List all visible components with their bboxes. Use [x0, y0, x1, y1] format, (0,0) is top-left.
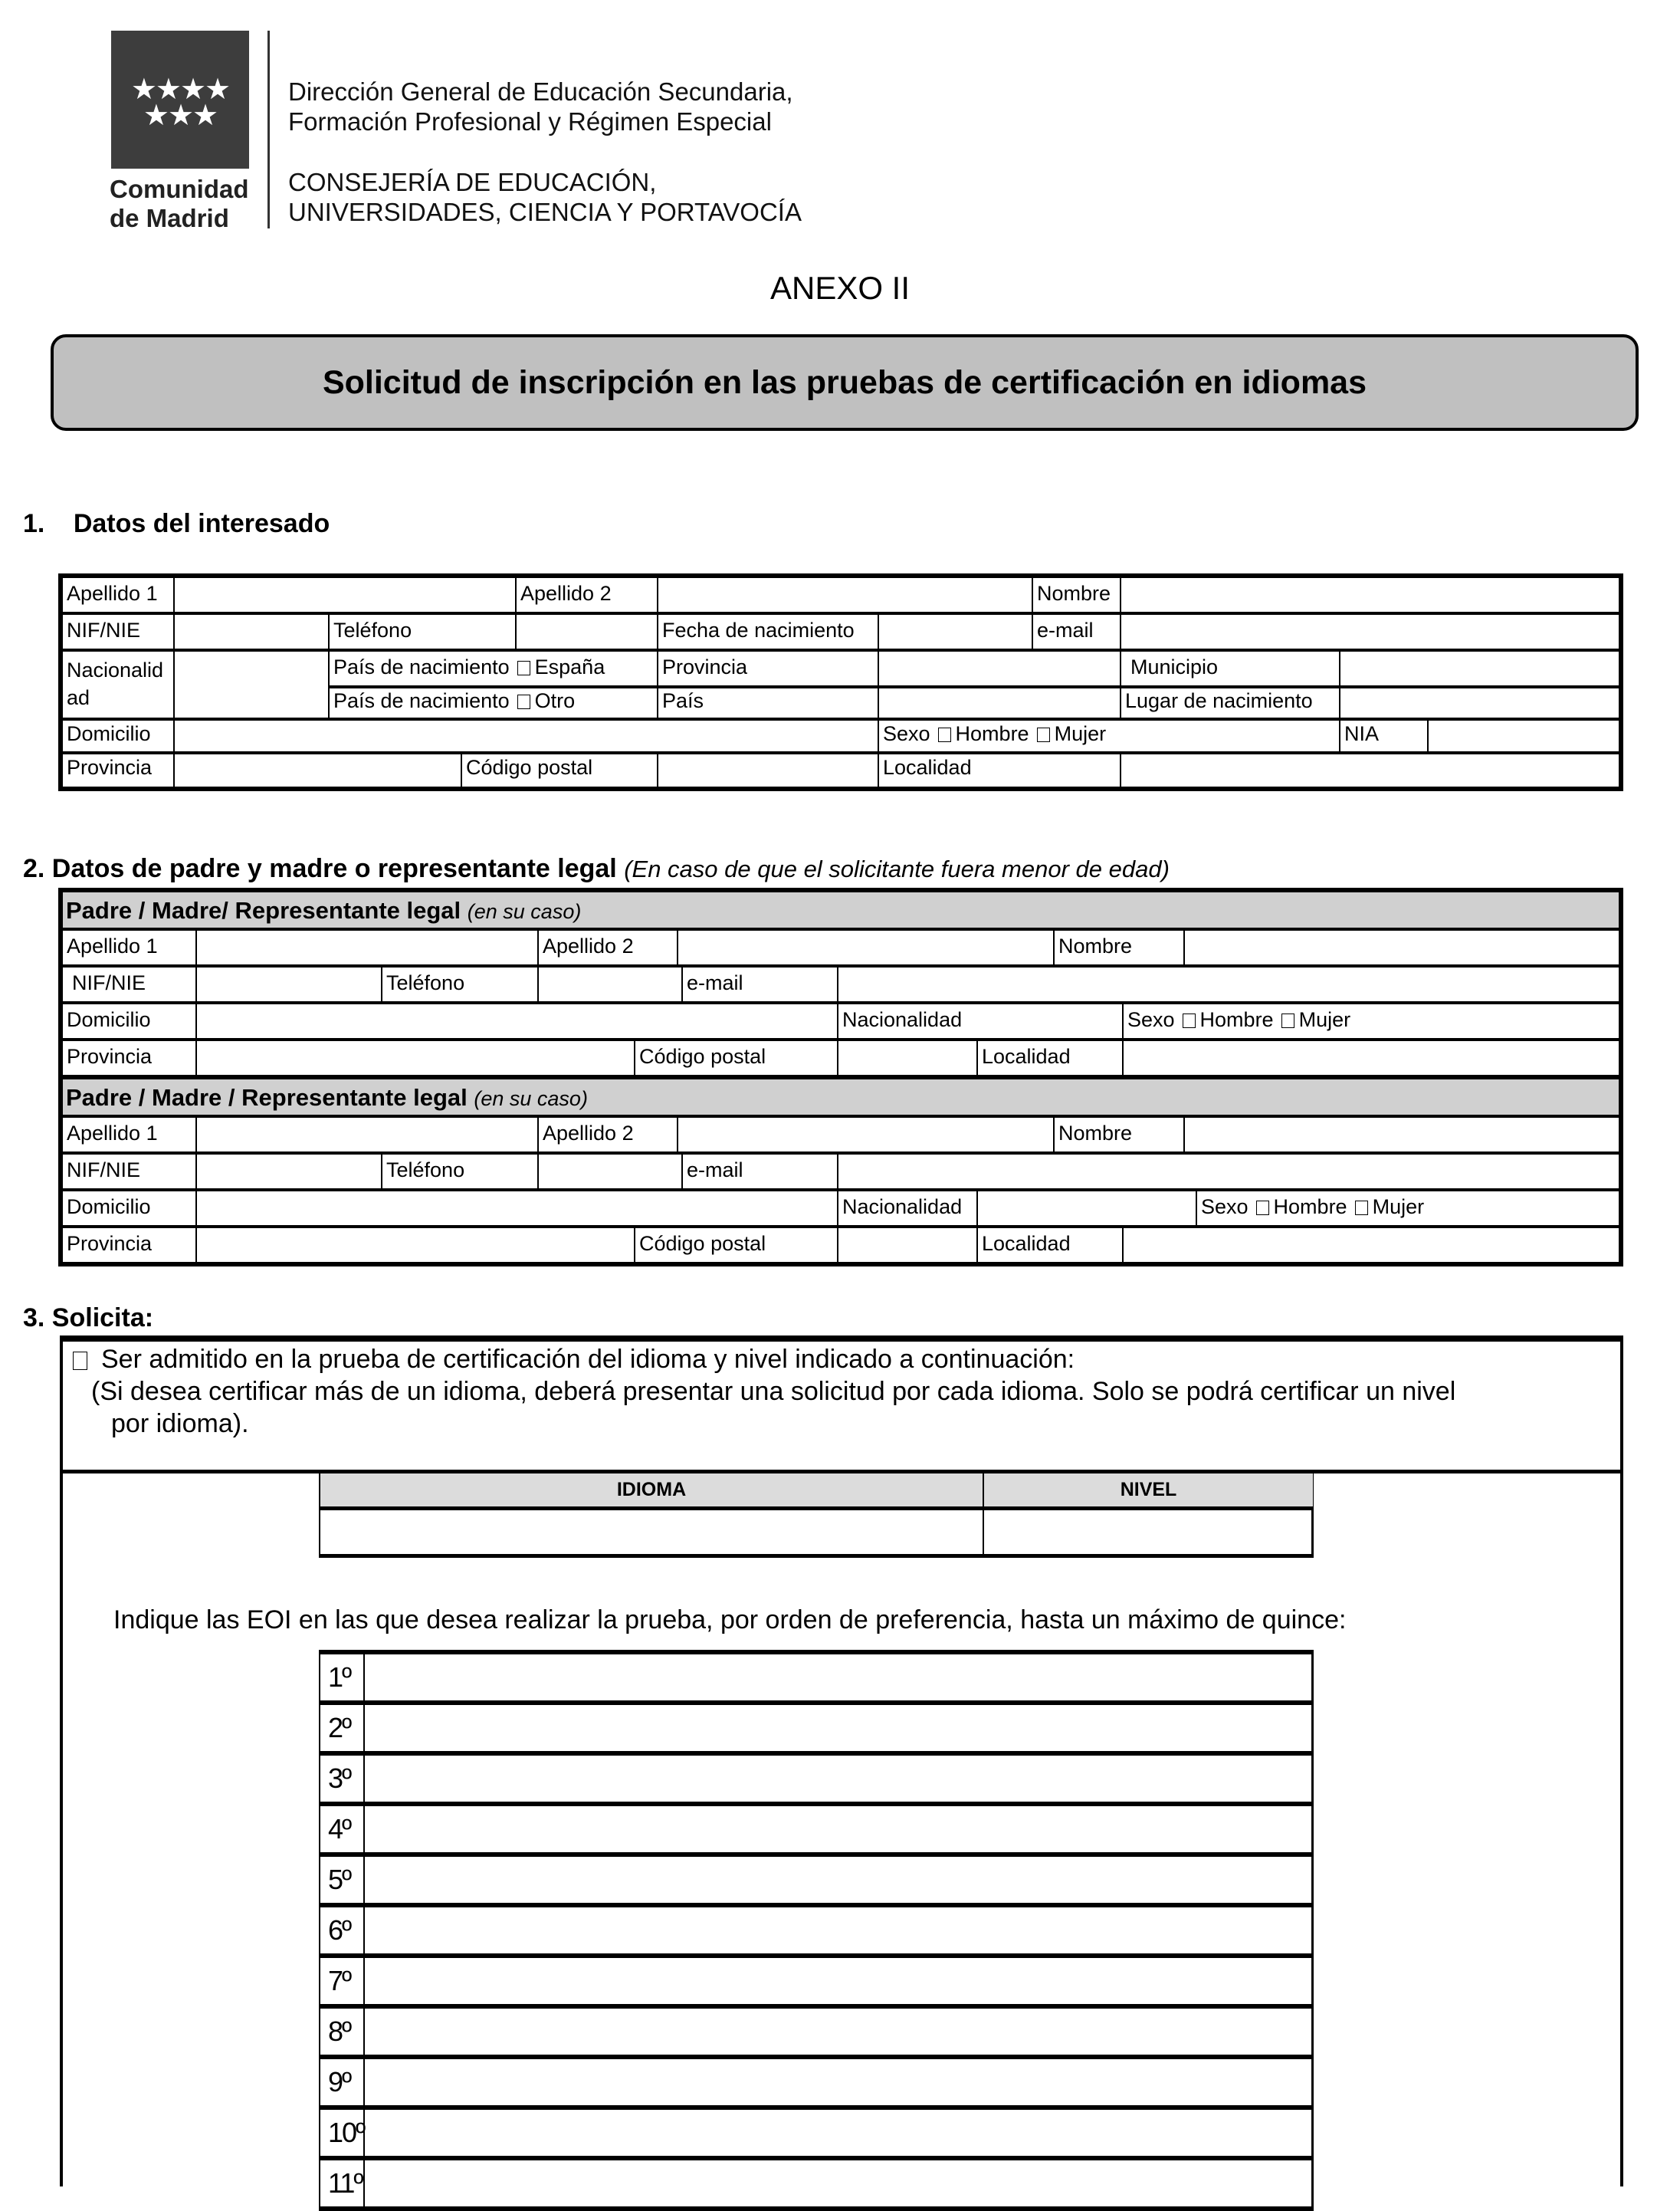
eoi-rank: 10º [320, 2110, 365, 2156]
g1-label-mujer: Mujer [1298, 1008, 1351, 1031]
eoi-row [320, 2009, 1311, 2059]
g2-label-mujer: Mujer [1372, 1195, 1425, 1218]
section3-title: 3. Solicita: [23, 1303, 154, 1332]
eoi-rank: 9º [320, 2059, 365, 2105]
g2-input-apellido1[interactable] [197, 1118, 539, 1155]
input-fecha-nacimiento[interactable] [879, 615, 1033, 652]
g1-label-codigo-postal: Código postal [635, 1041, 838, 1079]
label-nia: NIA [1340, 721, 1429, 754]
eoi-rank: 4º [320, 1806, 365, 1852]
section1-number: 1. [23, 509, 45, 538]
eoi-input[interactable] [365, 1857, 1311, 1903]
input-localidad[interactable] [1121, 754, 1619, 787]
g2-input-domicilio[interactable] [197, 1191, 838, 1228]
guardian1-header-text: Padre / Madre/ Representante legal [66, 897, 461, 924]
ministry-line-1: CONSEJERÍA DE EDUCACIÓN, [288, 168, 657, 196]
input-pais[interactable] [879, 688, 1121, 721]
label-nacionalidad: Nacionalidad [63, 652, 175, 721]
eoi-input[interactable] [365, 1654, 1311, 1700]
birth-country-spain [330, 652, 658, 688]
g1-label-email: e-mail [683, 968, 838, 1004]
eoi-instruction: Indique las EOI en las que desea realizar la prueba, por orden de preferencia, hasta un máximo de quince: [113, 1605, 1347, 1634]
ministry-line-2: UNIVERSIDADES, CIENCIA Y PORTAVOCÍA [288, 198, 802, 226]
checkbox-espana[interactable] [517, 661, 530, 675]
eoi-rank: 11º [320, 2160, 365, 2206]
label-lugar-nacimiento: Lugar de nacimiento [1121, 688, 1340, 721]
g1-input-localidad[interactable] [1124, 1041, 1619, 1079]
g1-sex-field [1124, 1004, 1619, 1041]
label-mujer: Mujer [1054, 722, 1107, 745]
eoi-row [320, 2110, 1311, 2160]
logo-text [110, 175, 255, 233]
g2-input-email[interactable] [838, 1155, 1619, 1191]
eoi-rank: 7º [320, 1958, 365, 2004]
g1-input-provincia[interactable] [197, 1041, 635, 1079]
input-apellido1[interactable] [175, 578, 517, 615]
sex-field [879, 721, 1340, 754]
section1-title [23, 509, 330, 539]
eoi-row [320, 1806, 1311, 1857]
input-lugar-nacimiento[interactable] [1340, 688, 1619, 721]
birth-country-other [330, 688, 658, 721]
g2-input-localidad[interactable] [1124, 1228, 1619, 1262]
g1-label-apellido2: Apellido 2 [539, 931, 678, 968]
language-level-table [319, 1473, 1314, 1558]
label-provincia: Provincia [63, 754, 175, 787]
eoi-rank: 5º [320, 1857, 365, 1903]
g2-checkbox-mujer[interactable] [1355, 1201, 1368, 1215]
g1-label-nif: NIF/NIE [63, 968, 197, 1004]
label-sexo: Sexo [883, 722, 930, 745]
dept-line-2: Formación Profesional y Régimen Especial [288, 107, 772, 136]
guardian2-header-text: Padre / Madre / Representante legal [66, 1084, 468, 1111]
g1-label-localidad: Localidad [978, 1041, 1124, 1079]
applicant-table [58, 573, 1623, 791]
request-note-cont: por idioma). [111, 1409, 249, 1438]
guardian1-header [63, 892, 1619, 931]
g2-label-apellido2: Apellido 2 [539, 1118, 678, 1155]
eoi-rank: 1º [320, 1654, 365, 1700]
input-nivel[interactable] [984, 1510, 1313, 1554]
label-otro: Otro [534, 689, 576, 712]
input-nacionalidad[interactable] [175, 652, 330, 721]
g2-label-hombre: Hombre [1273, 1195, 1347, 1218]
label-provincia-nacimiento: Provincia [658, 652, 879, 688]
g1-label-domicilio: Domicilio [63, 1004, 197, 1041]
eoi-input[interactable] [365, 1907, 1311, 1953]
eoi-row [320, 1756, 1311, 1806]
g2-label-telefono: Teléfono [382, 1155, 539, 1191]
input-codigo-postal[interactable] [658, 754, 879, 787]
input-nombre[interactable] [1121, 578, 1619, 615]
label-pais-nacimiento-otro: País de nacimiento [333, 689, 510, 712]
g2-label-nacionalidad: Nacionalidad [838, 1191, 978, 1228]
form-title-text: Solicitud de inscripción en las pruebas de certificación en idiomas [322, 363, 1367, 401]
eoi-row [320, 1654, 1311, 1705]
input-email[interactable] [1121, 615, 1619, 652]
g2-input-nacionalidad[interactable] [978, 1191, 1197, 1228]
input-apellido2[interactable] [658, 578, 1033, 615]
g2-label-domicilio: Domicilio [63, 1191, 197, 1228]
g1-input-telefono[interactable] [539, 968, 683, 1004]
g1-label-apellido1: Apellido 1 [63, 931, 197, 968]
guardian2-header [63, 1079, 1619, 1118]
g2-label-provincia: Provincia [63, 1228, 197, 1262]
label-localidad: Localidad [879, 754, 1121, 787]
g2-label-codigo-postal: Código postal [635, 1228, 838, 1262]
eoi-input[interactable] [365, 2009, 1311, 2055]
g1-label-provincia: Provincia [63, 1041, 197, 1079]
eoi-rank: 6º [320, 1907, 365, 1953]
checkbox-otro[interactable] [517, 695, 530, 709]
eoi-input[interactable] [365, 1806, 1311, 1852]
g1-input-email[interactable] [838, 968, 1619, 1004]
g2-label-sexo: Sexo [1201, 1195, 1249, 1218]
col-header-nivel: NIVEL [984, 1473, 1313, 1510]
section2-title [23, 854, 1170, 884]
g2-label-nif: NIF/NIE [63, 1155, 197, 1191]
g2-label-localidad: Localidad [978, 1228, 1124, 1262]
eoi-input[interactable] [365, 1958, 1311, 2004]
logo-line-2: de Madrid [110, 204, 229, 232]
input-idioma[interactable] [320, 1510, 984, 1554]
label-hombre: Hombre [955, 722, 1029, 745]
g2-input-provincia[interactable] [197, 1228, 635, 1262]
input-provincia[interactable] [175, 754, 462, 787]
g1-label-nacionalidad: Nacionalidad [838, 1004, 1124, 1041]
guardian2-header-note: (en su caso) [474, 1087, 588, 1110]
label-municipio: Municipio [1121, 652, 1340, 688]
annex-label: ANEXO II [769, 270, 911, 306]
logo-line-1: Comunidad [110, 175, 249, 203]
eoi-rank: 2º [320, 1705, 365, 1751]
label-nif: NIF/NIE [63, 615, 175, 652]
label-pais: País [658, 688, 879, 721]
input-nia[interactable] [1429, 721, 1619, 754]
eoi-rank: 3º [320, 1756, 365, 1802]
label-domicilio: Domicilio [63, 721, 175, 754]
section2-title-text: 2. Datos de padre y madre o representante legal [23, 854, 617, 883]
guardian1-header-note: (en su caso) [467, 900, 582, 923]
label-nombre: Nombre [1033, 578, 1121, 615]
input-provincia-nacimiento[interactable] [879, 652, 1121, 688]
g1-input-codigo-postal[interactable] [838, 1041, 978, 1079]
request-option [73, 1343, 1613, 1440]
g2-input-codigo-postal[interactable] [838, 1228, 978, 1262]
g2-input-nif[interactable] [197, 1155, 382, 1191]
g1-checkbox-hombre[interactable] [1183, 1014, 1196, 1028]
g1-label-nombre: Nombre [1055, 931, 1185, 968]
eoi-input[interactable] [365, 1756, 1311, 1802]
eoi-input[interactable] [365, 2160, 1311, 2206]
guardians-table [58, 888, 1623, 1266]
eoi-input[interactable] [365, 2110, 1311, 2156]
eoi-row [320, 1705, 1311, 1756]
dept-line-1: Dirección General de Educación Secundaria, [288, 77, 793, 106]
label-email: e-mail [1033, 615, 1121, 652]
eoi-preference-table [319, 1650, 1314, 2211]
g2-sex-field [1197, 1191, 1619, 1228]
section2-note: (En caso de que el solicitante fuera menor de edad) [624, 856, 1170, 882]
label-espana: España [534, 655, 605, 678]
eoi-input[interactable] [365, 2059, 1311, 2105]
label-apellido1: Apellido 1 [63, 578, 175, 615]
g1-input-nombre[interactable] [1185, 931, 1619, 968]
g2-input-telefono[interactable] [539, 1155, 683, 1191]
label-fecha-nacimiento: Fecha de nacimiento [658, 615, 879, 652]
g1-input-apellido2[interactable] [678, 931, 1055, 968]
request-option-text: Ser admitido en la prueba de certificación del idioma y nivel indicado a continuación: [101, 1345, 1075, 1374]
label-telefono: Teléfono [330, 615, 517, 652]
checkbox-request-admission[interactable] [73, 1352, 87, 1370]
eoi-row [320, 1958, 1311, 2009]
g1-label-sexo: Sexo [1127, 1008, 1175, 1031]
header-divider [267, 31, 270, 228]
eoi-row [320, 1857, 1311, 1907]
g1-label-hombre: Hombre [1199, 1008, 1274, 1031]
input-telefono[interactable] [517, 615, 658, 652]
g1-input-apellido1[interactable] [197, 931, 539, 968]
label-codigo-postal: Código postal [462, 754, 658, 787]
g2-label-nombre: Nombre [1055, 1118, 1185, 1155]
g2-checkbox-hombre[interactable] [1256, 1201, 1269, 1215]
input-municipio[interactable] [1340, 652, 1619, 688]
input-domicilio[interactable] [175, 721, 879, 754]
g1-label-telefono: Teléfono [382, 968, 539, 1004]
g1-input-nif[interactable] [197, 968, 382, 1004]
label-apellido2: Apellido 2 [517, 578, 658, 615]
comunidad-madrid-logo [111, 31, 249, 169]
eoi-row [320, 2059, 1311, 2110]
g1-checkbox-mujer[interactable] [1281, 1014, 1294, 1028]
eoi-row [320, 1907, 1311, 1958]
input-nif[interactable] [175, 615, 330, 652]
eoi-rank: 8º [320, 2009, 365, 2055]
g2-label-apellido1: Apellido 1 [63, 1118, 197, 1155]
col-header-idioma: IDIOMA [320, 1473, 984, 1510]
stars-icon: ★★★★ ★★★ [130, 74, 230, 132]
form-title [51, 334, 1639, 431]
label-pais-nacimiento-espana: País de nacimiento [333, 655, 510, 678]
g2-input-apellido2[interactable] [678, 1118, 1055, 1155]
eoi-row [320, 2160, 1311, 2211]
eoi-input[interactable] [365, 1705, 1311, 1751]
section1-title-text: Datos del interesado [73, 509, 330, 538]
checkbox-mujer[interactable] [1037, 728, 1050, 742]
g2-input-nombre[interactable] [1185, 1118, 1619, 1155]
g1-input-domicilio[interactable] [197, 1004, 838, 1041]
checkbox-hombre[interactable] [938, 728, 951, 742]
g2-label-email: e-mail [683, 1155, 838, 1191]
request-note: (Si desea certificar más de un idioma, deberá presentar una solicitud por cada idioma. Solo se podrá certificar un nivel [91, 1377, 1456, 1406]
